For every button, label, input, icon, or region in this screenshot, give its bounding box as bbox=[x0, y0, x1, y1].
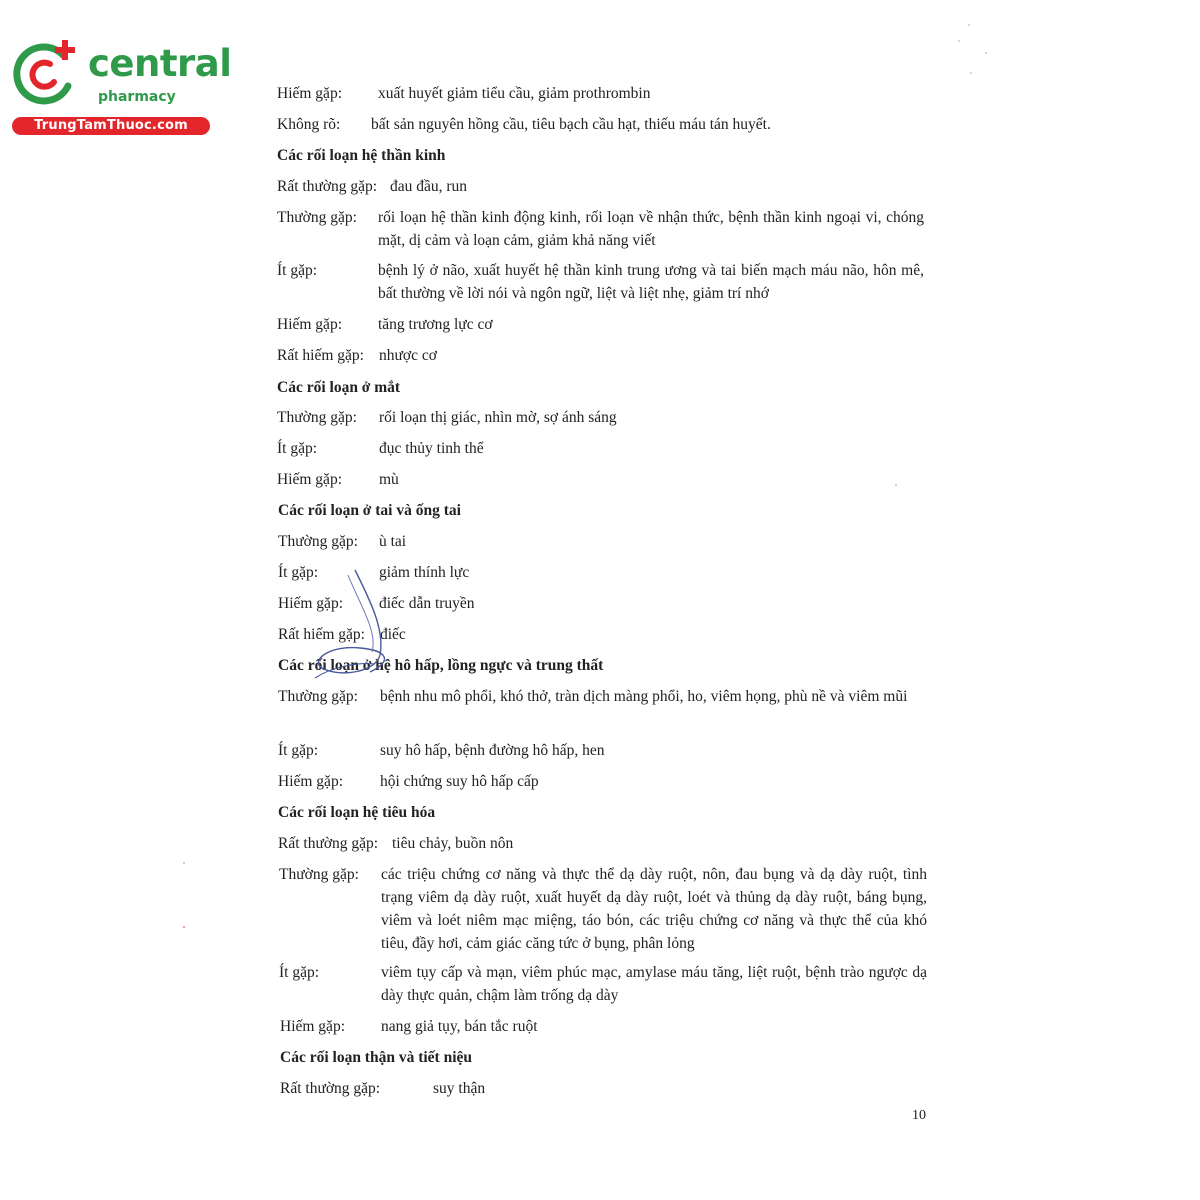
frequency-label-hiem-gap: Hiếm gặp: bbox=[277, 316, 342, 333]
frequency-label-hiem-gap: Hiếm gặp: bbox=[278, 595, 343, 612]
frequency-label-thuong-gap: Thường gặp: bbox=[278, 533, 358, 550]
effect-description: bệnh nhu mô phổi, khó thở, tràn dịch màng phổi, ho, viêm họng, phù nề và viêm mũi bbox=[380, 688, 908, 705]
effect-description: tiêu chảy, buồn nôn bbox=[392, 835, 514, 852]
signature-icon bbox=[300, 560, 420, 690]
effect-description: hội chứng suy hô hấp cấp bbox=[380, 773, 539, 790]
logo-subtitle: pharmacy bbox=[98, 89, 176, 105]
frequency-label-rat-thuong-gap: Rất thường gặp: bbox=[278, 835, 379, 852]
frequency-label-rat-thuong-gap: Rất thường gặp: bbox=[280, 1080, 381, 1097]
section-heading: Các rối loạn thận và tiết niệu bbox=[280, 1049, 473, 1066]
effect-description: ù tai bbox=[379, 533, 407, 550]
frequency-label-it-gap: Ít gặp: bbox=[279, 964, 320, 981]
effect-description: bất sản nguyên hồng cầu, tiêu bạch cầu hạt, thiếu máu tán huyết. bbox=[371, 116, 771, 133]
frequency-label-hiem-gap: Hiếm gặp: bbox=[280, 1018, 345, 1035]
logo-name: central bbox=[88, 42, 232, 85]
effect-description: mù bbox=[379, 471, 399, 488]
effect-description: giảm thính lực bbox=[379, 564, 470, 581]
frequency-label-rat-hiem-gap: Rất hiếm gặp: bbox=[278, 626, 365, 643]
section-heading: Các rối loạn ở mắt bbox=[277, 379, 401, 396]
section-heading: Các rối loạn ở hệ hô hấp, lồng ngực và trung thất bbox=[278, 657, 604, 674]
frequency-label-thuong-gap: Thường gặp: bbox=[279, 866, 359, 883]
frequency-label-it-gap: Ít gặp: bbox=[277, 262, 318, 279]
effect-description: nang giả tụy, bán tắc ruột bbox=[381, 1018, 538, 1035]
frequency-label-hiem-gap: Hiếm gặp: bbox=[277, 85, 342, 102]
frequency-label-it-gap: Ít gặp: bbox=[278, 742, 319, 759]
frequency-label-khong-ro: Không rõ: bbox=[277, 116, 341, 133]
effect-description: rối loạn thị giác, nhìn mờ, sợ ánh sáng bbox=[379, 409, 617, 426]
effect-description: nhược cơ bbox=[379, 347, 437, 364]
section-heading: Các rối loạn hệ thần kinh bbox=[277, 147, 446, 164]
frequency-label-rat-thuong-gap: Rất thường gặp: bbox=[277, 178, 378, 195]
frequency-label-hiem-gap: Hiếm gặp: bbox=[278, 773, 343, 790]
section-heading: Các rối loạn hệ tiêu hóa bbox=[278, 804, 436, 821]
page-number: 10 bbox=[912, 1108, 926, 1123]
effect-description: điếc dẫn truyền bbox=[379, 595, 475, 612]
frequency-label-rat-hiem-gap: Rất hiếm gặp: bbox=[277, 347, 364, 364]
section-heading: Các rối loạn ở tai và ống tai bbox=[278, 502, 461, 519]
effect-description: viêm tụy cấp và mạn, viêm phúc mạc, amylase máu tăng, liệt ruột, bệnh trào ngược dạ dày thực quản, chậm làm trống dạ dày bbox=[381, 964, 927, 1004]
frequency-label-it-gap: Ít gặp: bbox=[277, 440, 318, 457]
effect-description: điếc bbox=[380, 626, 406, 643]
frequency-label-hiem-gap: Hiếm gặp: bbox=[277, 471, 342, 488]
frequency-label-thuong-gap: Thường gặp: bbox=[278, 688, 358, 705]
frequency-label-it-gap: Ít gặp: bbox=[278, 564, 319, 581]
effect-description: các triệu chứng cơ năng và thực thể dạ dày ruột, nôn, đau bụng và dạ dày ruột, tình trạng viêm dạ dày ruột, xuất huyết dạ dày ruột, loét và thủng dạ dày ruột, báng bụng, viêm và loét niêm mạc miệng, táo bón, các triệu chứng cơ năng và thực thể của khó tiêu, đầy hơi, cảm giác căng tức ở bụng, phân lỏng bbox=[381, 866, 927, 952]
effect-description: đau đầu, run bbox=[390, 178, 468, 195]
effect-description: suy thận bbox=[433, 1080, 486, 1097]
effect-description: tăng trương lực cơ bbox=[378, 316, 493, 333]
effect-description: bệnh lý ở não, xuất huyết hệ thần kinh trung ương và tai biến mạch máu não, hôn mê, bất thường về lời nói và ngôn ngữ, liệt và liệt nhẹ, giảm trí nhớ bbox=[378, 262, 924, 302]
effect-description: rối loạn hệ thần kinh động kinh, rối loạn về nhận thức, bệnh thần kinh ngoại vi, chóng mặt, dị cảm và loạn cảm, giảm khả năng viết bbox=[378, 209, 924, 249]
logo-website: TrungTamThuoc.com bbox=[12, 117, 210, 135]
effect-description: xuất huyết giảm tiểu cầu, giảm prothrombin bbox=[378, 85, 651, 102]
effect-description: suy hô hấp, bệnh đường hô hấp, hen bbox=[380, 742, 605, 759]
frequency-label-thuong-gap: Thường gặp: bbox=[277, 409, 357, 426]
frequency-label-thuong-gap: Thường gặp: bbox=[277, 209, 357, 226]
effect-description: đục thủy tinh thể bbox=[379, 440, 484, 457]
